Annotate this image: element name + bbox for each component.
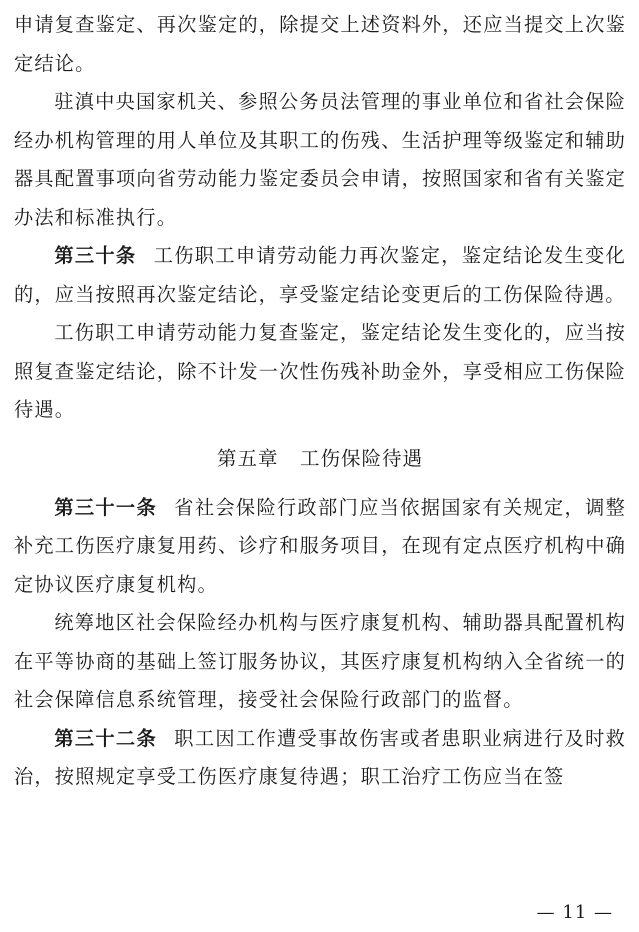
article-31-text: 省社会保险行政部门应当依据国家有关规定，调整补充工伤医疗康复用药、诊疗和服务项目，在现有定点医疗机构中确定协议医疗康复机构。 — [14, 495, 626, 596]
chapter-number: 第五章 — [217, 446, 279, 470]
article-32 — [14, 720, 626, 797]
chapter-title: 工伤保险待遇 — [299, 446, 423, 470]
article-30 — [14, 237, 626, 314]
paragraph-central-units: 驻滇中央国家机关、参照公务员法管理的事业单位和省社会保险经办机构管理的用人单位及其职工的伤残、生活护理等级鉴定和辅助器具配置事项向省劳动能力鉴定委员会申请，按照国家和省有关鉴定办法和标准执行。 — [14, 90, 626, 229]
chapter-heading — [14, 444, 626, 474]
paragraph-review-submission: 申请复查鉴定、再次鉴定的，除提交上述资料外，还应当提交上次鉴定结论。 — [14, 13, 626, 75]
article-30-label: 第三十条 — [54, 244, 137, 267]
document-page — [14, 6, 626, 797]
article-30-paragraph-2: 工伤职工申请劳动能力复查鉴定，鉴定结论发生变化的，应当按照复查鉴定结论，除不计发一次性伤残补助金外，享受相应工伤保险待遇。 — [14, 321, 626, 421]
article-32-text: 职工因工作遭受事故伤害或者患职业病进行及时救治，按照规定享受工伤医疗康复待遇；职工治疗工伤应当在签 — [14, 726, 626, 788]
article-31-label: 第三十一条 — [54, 495, 158, 519]
article-31 — [14, 489, 626, 605]
article-31-paragraph-2: 统筹地区社会保险经办机构与医疗康复机构、辅助器具配置机构在平等协商的基础上签订服务协议，其医疗康复机构纳入全省统一的社会保障信息系统管理，接受社会保险行政部门的监督。 — [14, 611, 626, 711]
article-32-label: 第三十二条 — [54, 726, 158, 750]
page-number: — 11 — — [536, 902, 613, 923]
article-30-text: 工伤职工申请劳动能力再次鉴定，鉴定结论发生变化的，应当按照再次鉴定结论，享受鉴定结论变更后的工伤保险待遇。 — [14, 244, 626, 306]
